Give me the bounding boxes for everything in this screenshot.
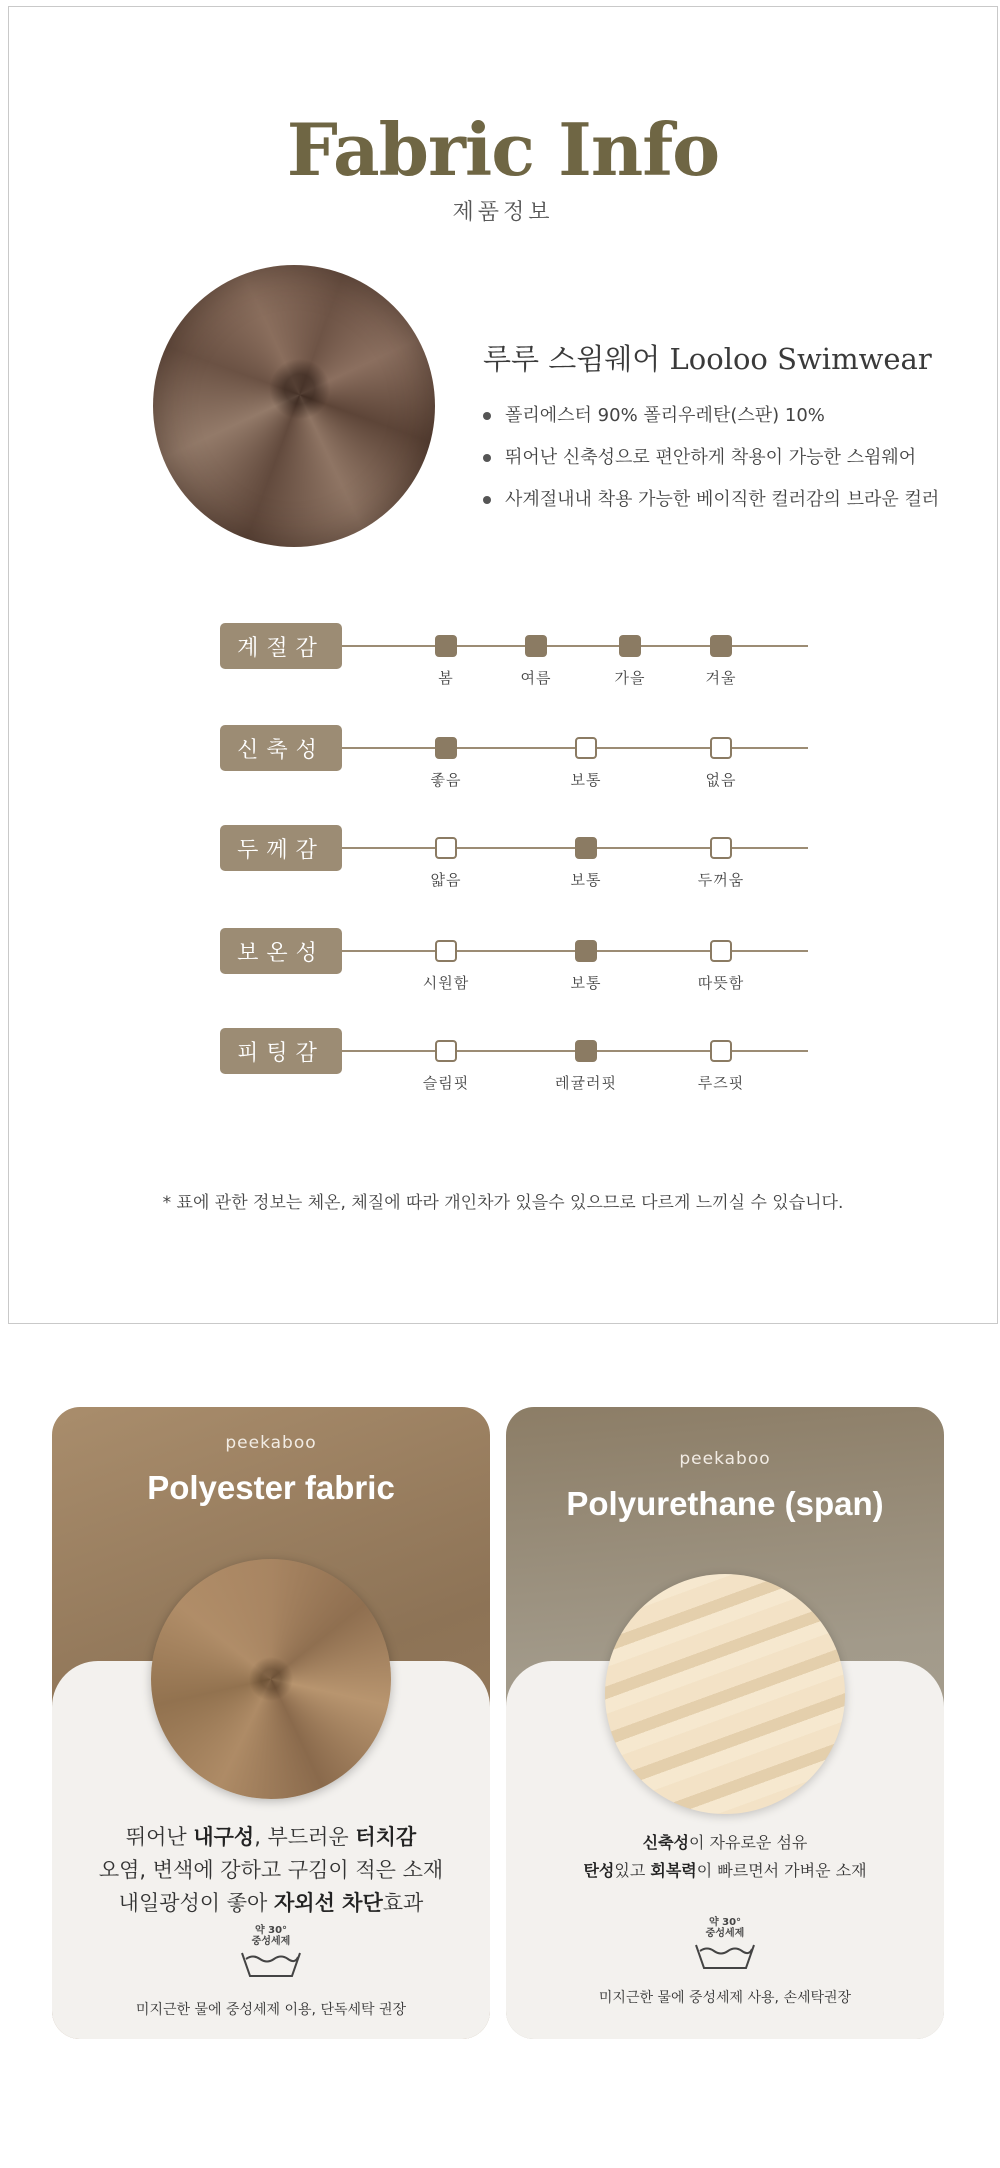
checkbox-icon (575, 940, 597, 962)
scale-option (681, 1040, 761, 1093)
bullet-dot-icon (483, 496, 491, 504)
page-subtitle: 제품정보 (452, 200, 554, 225)
scale-option-label: 두꺼움 (697, 871, 745, 889)
polyurethane-card (506, 1407, 944, 2039)
scale-option (590, 635, 670, 688)
scale-option (681, 940, 761, 993)
scale-option (546, 1040, 626, 1093)
scale-option-label: 보통 (570, 974, 602, 992)
bullet-dot-icon (483, 454, 491, 462)
scale-option (681, 837, 761, 890)
brand-logo: peekaboo (679, 1449, 771, 1469)
scale-option-label: 가을 (614, 669, 646, 687)
scale-label: 피팅감 (220, 1028, 342, 1074)
scale-row (9, 623, 997, 703)
description-line: 신축성이 자유로운 섬유 (642, 1833, 808, 1852)
scale-option-label: 슬림핏 (422, 1074, 470, 1092)
scale-option-label: 좋음 (430, 771, 462, 789)
checkbox-icon (575, 737, 597, 759)
scale-option (406, 1040, 486, 1093)
scale-option-label: 없음 (705, 771, 737, 789)
checkbox-icon (435, 1040, 457, 1062)
checkbox-icon (525, 635, 547, 657)
scale-option (406, 837, 486, 890)
scale-option-label: 루즈핏 (697, 1074, 745, 1092)
scale-option-label: 따뜻함 (697, 974, 745, 992)
page-title: Fabric Info (286, 107, 720, 192)
polyurethane-description (506, 1829, 944, 1885)
scale-option (406, 940, 486, 993)
care-instructions: 미지근한 물에 중성세제 사용, 손세탁권장 (598, 1990, 852, 2006)
checkbox-icon (619, 635, 641, 657)
polyurethane-fabric-image (605, 1574, 845, 1814)
product-bullet-list (483, 395, 939, 521)
disclaimer-note: * 표에 관한 정보는 체온, 체질에 따라 개인차가 있을수 있으므로 다르게 느끼실 수 있습니다. (162, 1193, 844, 1213)
scale-option (496, 635, 576, 688)
checkbox-icon (435, 940, 457, 962)
scale-row (9, 825, 997, 905)
scale-option (681, 737, 761, 790)
fabric-swatch-image (153, 265, 435, 547)
scale-option (406, 635, 486, 688)
scale-option-label: 보통 (570, 871, 602, 889)
scale-option-label: 시원함 (422, 974, 470, 992)
scale-option-label: 여름 (520, 669, 552, 687)
checkbox-icon (710, 737, 732, 759)
checkbox-icon (575, 837, 597, 859)
polyester-fabric-image (151, 1559, 391, 1799)
scale-option (406, 737, 486, 790)
product-bullet: 폴리에스터 90% 폴리우레탄(스판) 10% (483, 395, 939, 437)
checkbox-icon (435, 837, 457, 859)
checkbox-icon (710, 1040, 732, 1062)
bullet-dot-icon (483, 412, 491, 420)
scale-option (546, 837, 626, 890)
scale-option-label: 레귤러핏 (555, 1074, 617, 1092)
wash-tub-icon: 약 30° 중성세제 (691, 1917, 759, 1971)
product-bullet: 사계절내내 착용 가능한 베이직한 컬러감의 브라운 컬러 (483, 479, 939, 521)
scale-option-label: 얇음 (430, 871, 462, 889)
card-title: Polyester fabric (147, 1469, 395, 1506)
scale-option (546, 940, 626, 993)
description-line: 탄성있고 회복력이 빠르면서 가벼운 소재 (583, 1861, 867, 1880)
scale-label: 보온성 (220, 928, 342, 974)
scale-option-label: 겨울 (705, 669, 737, 687)
card-title: Polyurethane (span) (566, 1485, 884, 1522)
description-line: 뛰어난 내구성, 부드러운 터치감 (125, 1825, 417, 1849)
scale-label: 두께감 (220, 825, 342, 871)
product-bullet: 뛰어난 신축성으로 편안하게 착용이 가능한 스윔웨어 (483, 437, 939, 479)
polyester-description (52, 1821, 490, 1920)
scale-label: 계절감 (220, 623, 342, 669)
brand-logo: peekaboo (225, 1433, 317, 1453)
description-line: 오염, 변색에 강하고 구김이 적은 소재 (98, 1858, 444, 1882)
wash-tub-icon: 약 30° 중성세제 (237, 1925, 305, 1979)
scale-option (546, 737, 626, 790)
checkbox-icon (710, 940, 732, 962)
scale-row (9, 928, 997, 1008)
scale-label: 신축성 (220, 725, 342, 771)
product-name: 루루 스윔웨어 Looloo Swimwear (483, 342, 932, 376)
checkbox-icon (710, 635, 732, 657)
checkbox-icon (575, 1040, 597, 1062)
care-instructions: 미지근한 물에 중성세제 이용, 단독세탁 권장 (135, 2002, 407, 2018)
scale-option-label: 보통 (570, 771, 602, 789)
checkbox-icon (710, 837, 732, 859)
description-line: 내일광성이 좋아 자외선 차단효과 (118, 1891, 424, 1915)
scale-option-label: 봄 (438, 669, 454, 687)
scale-row (9, 725, 997, 805)
fabric-info-panel (8, 6, 998, 1324)
scale-option (681, 635, 761, 688)
checkbox-icon (435, 737, 457, 759)
checkbox-icon (435, 635, 457, 657)
scale-row (9, 1028, 997, 1108)
polyester-card (52, 1407, 490, 2039)
